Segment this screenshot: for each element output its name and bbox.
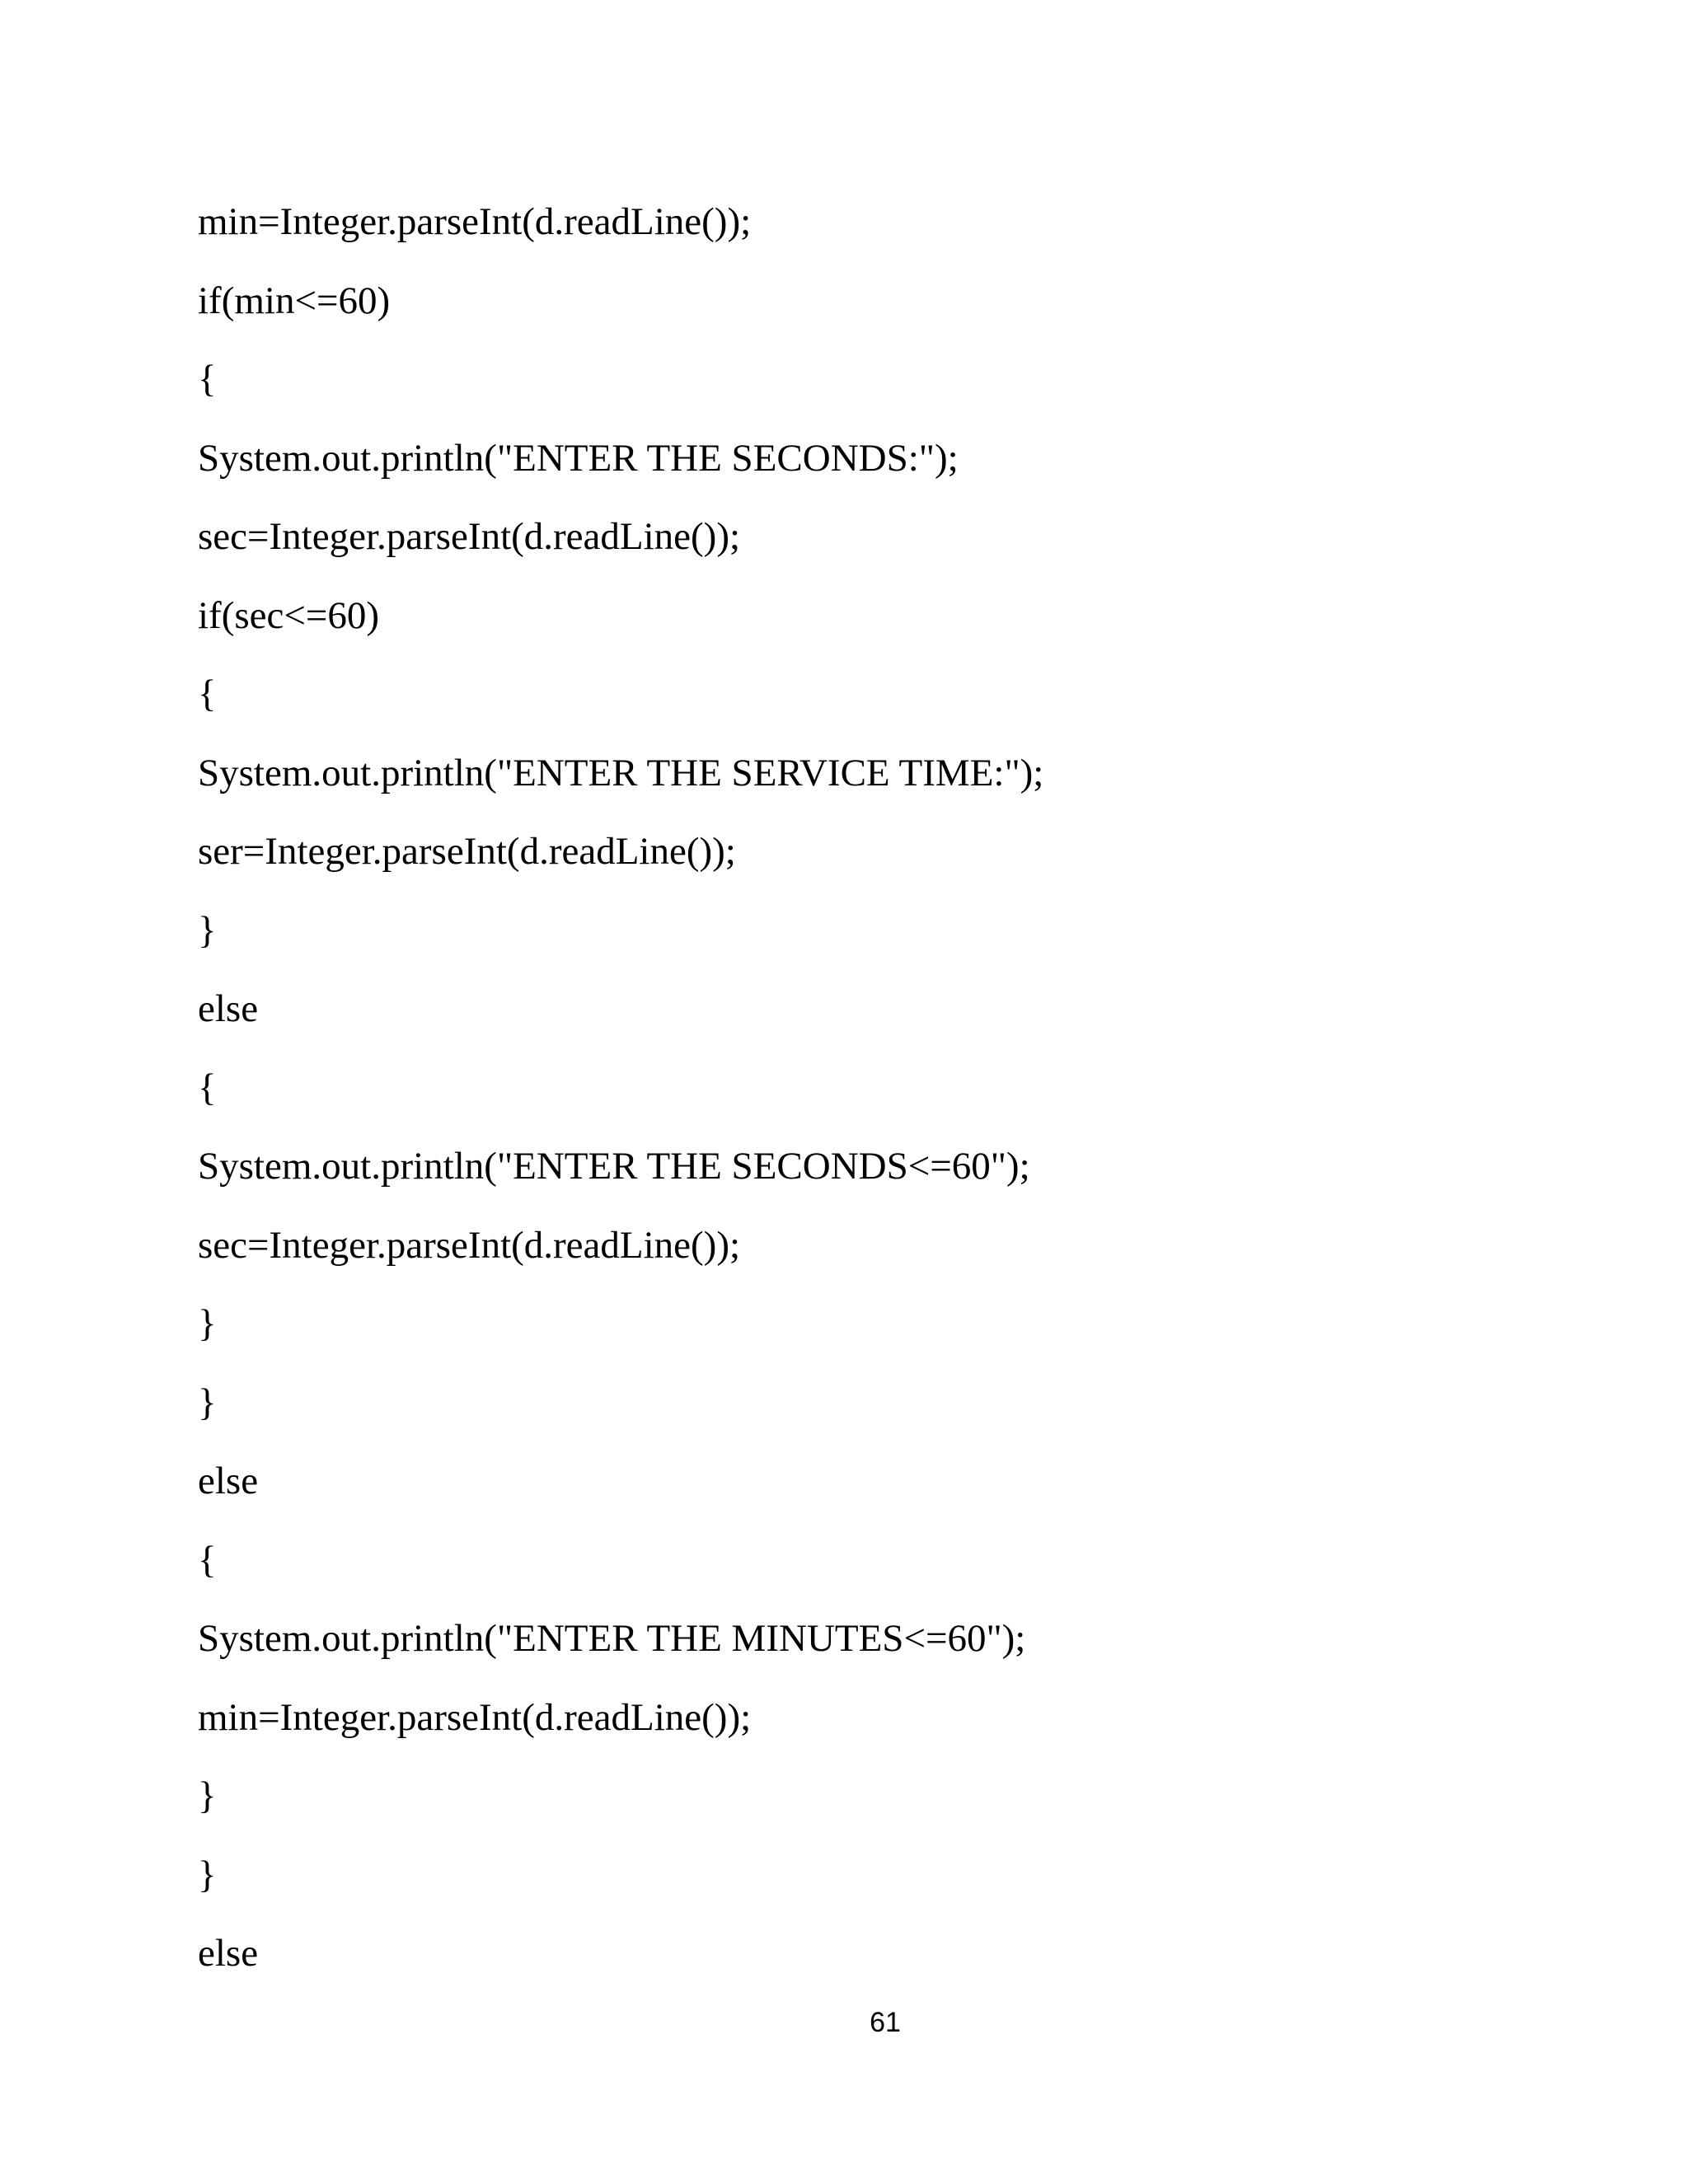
code-listing bbox=[198, 183, 1043, 1994]
code-line: min=Integer.parseInt(d.readLine()); bbox=[198, 200, 752, 243]
page-number: 61 bbox=[870, 2007, 901, 2038]
code-line: { bbox=[198, 1066, 217, 1109]
code-line: else bbox=[198, 1932, 259, 1975]
code-line: min=Integer.parseInt(d.readLine()); bbox=[198, 1695, 752, 1739]
code-line: System.out.println("ENTER THE SECONDS<=60"); bbox=[198, 1145, 1030, 1188]
code-line: } bbox=[198, 908, 217, 952]
code-line: { bbox=[198, 1538, 217, 1582]
code-line: else bbox=[198, 987, 259, 1030]
code-line: sec=Integer.parseInt(d.readLine()); bbox=[198, 1223, 741, 1267]
code-line: if(min<=60) bbox=[198, 279, 391, 322]
code-line: sec=Integer.parseInt(d.readLine()); bbox=[198, 515, 741, 558]
code-line: else bbox=[198, 1460, 259, 1502]
code-line: } bbox=[198, 1302, 217, 1345]
code-line: System.out.println("ENTER THE MINUTES<=60"); bbox=[198, 1617, 1026, 1660]
code-line: } bbox=[198, 1774, 217, 1817]
code-line: ser=Integer.parseInt(d.readLine()); bbox=[198, 830, 736, 873]
code-line: { bbox=[198, 673, 217, 715]
code-line: System.out.println("ENTER THE SECONDS:"); bbox=[198, 436, 959, 480]
code-line: { bbox=[198, 358, 217, 401]
code-line: } bbox=[198, 1380, 217, 1424]
code-line: System.out.println("ENTER THE SERVICE TIME:"); bbox=[198, 751, 1044, 794]
code-line: if(sec<=60) bbox=[198, 593, 380, 637]
code-line: } bbox=[198, 1853, 217, 1896]
